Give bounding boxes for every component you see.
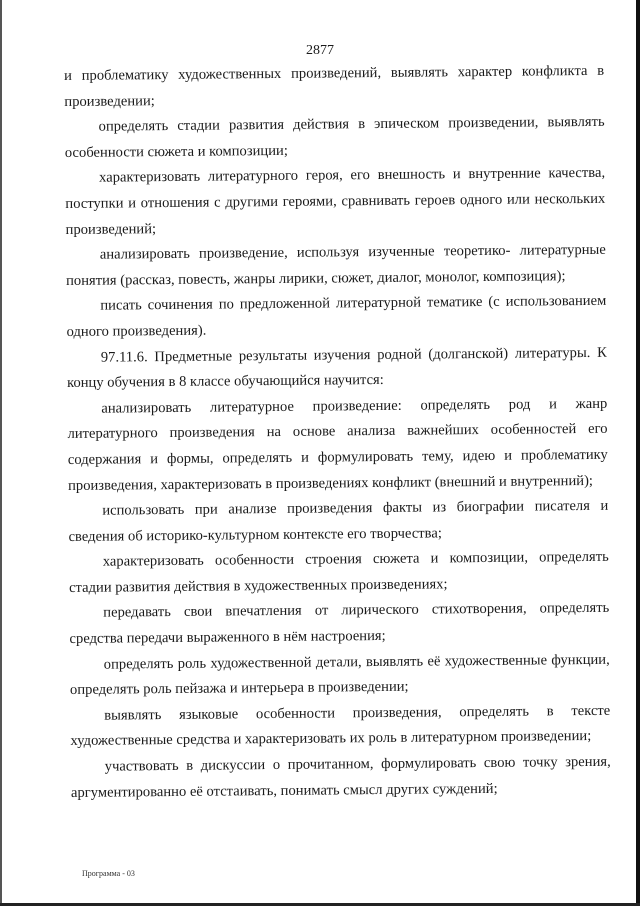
list-item: анализировать произведение, используя изученные теоретико- литературные понятия (рассказ, повесть, жанры лирики, сюжет, диалог, монолог, композиция); bbox=[66, 241, 606, 289]
scan-edge-left bbox=[0, 0, 2, 906]
scan-edge-right bbox=[636, 0, 640, 906]
section-heading-paragraph: 97.11.6. Предметные результаты изучения родной (долганской) литературы. К концу обучения в 8 классе обучающийся научится: bbox=[66, 344, 607, 392]
body-text bbox=[64, 59, 611, 806]
list-item: анализировать литературное произведение: определять род и жанр литературного произведения на основе анализа важнейших особенностей его содержания и формы, определять и формулировать тему, идею и проблематику произведения, характеризовать в произведениях конфликт (внешний и внутренний); bbox=[67, 395, 608, 494]
list-item: использовать при анализе произведения факты из биографии писателя и сведения об историко-культурном контексте его творчества; bbox=[68, 497, 609, 545]
footer-program-label: Программа - 03 bbox=[82, 869, 135, 878]
paragraph-continuation: и проблематику художественных произведений, выявлять характер конфликта в произведении; bbox=[64, 62, 605, 110]
page-number: 2877 bbox=[306, 43, 334, 58]
list-item: характеризовать литературного героя, его внешность и внутренние качества, поступки и отношения с другими героями, сравнивать героев одного или нескольких произведений; bbox=[65, 165, 606, 238]
list-item: участвовать в дискуссии о прочитанном, формулировать свою точку зрения, аргументированно её отстаивать, понимать смысл других суждений; bbox=[70, 753, 611, 801]
list-item: определять роль художественной детали, выявлять её художественные функции, определять роль пейзажа и интерьера в произведении; bbox=[69, 651, 610, 699]
list-item: писать сочинения по предложенной литературной тематике (с использованием одного произведения). bbox=[66, 293, 607, 340]
list-item: определять стадии развития действия в эпическом произведении, выявлять особенности сюжета и композиции; bbox=[64, 114, 605, 161]
list-item: характеризовать особенности строения сюжета и композиции, определять стадии развития действия в художественных произведениях; bbox=[68, 549, 609, 596]
list-item: передавать свои впечатления от лирического стихотворения, определять средства передачи выраженного в нём настроения; bbox=[69, 600, 610, 648]
list-item: выявлять языковые особенности произведения, определять в тексте художественные средства и характеризовать их роль в литературном произведении; bbox=[70, 702, 611, 750]
